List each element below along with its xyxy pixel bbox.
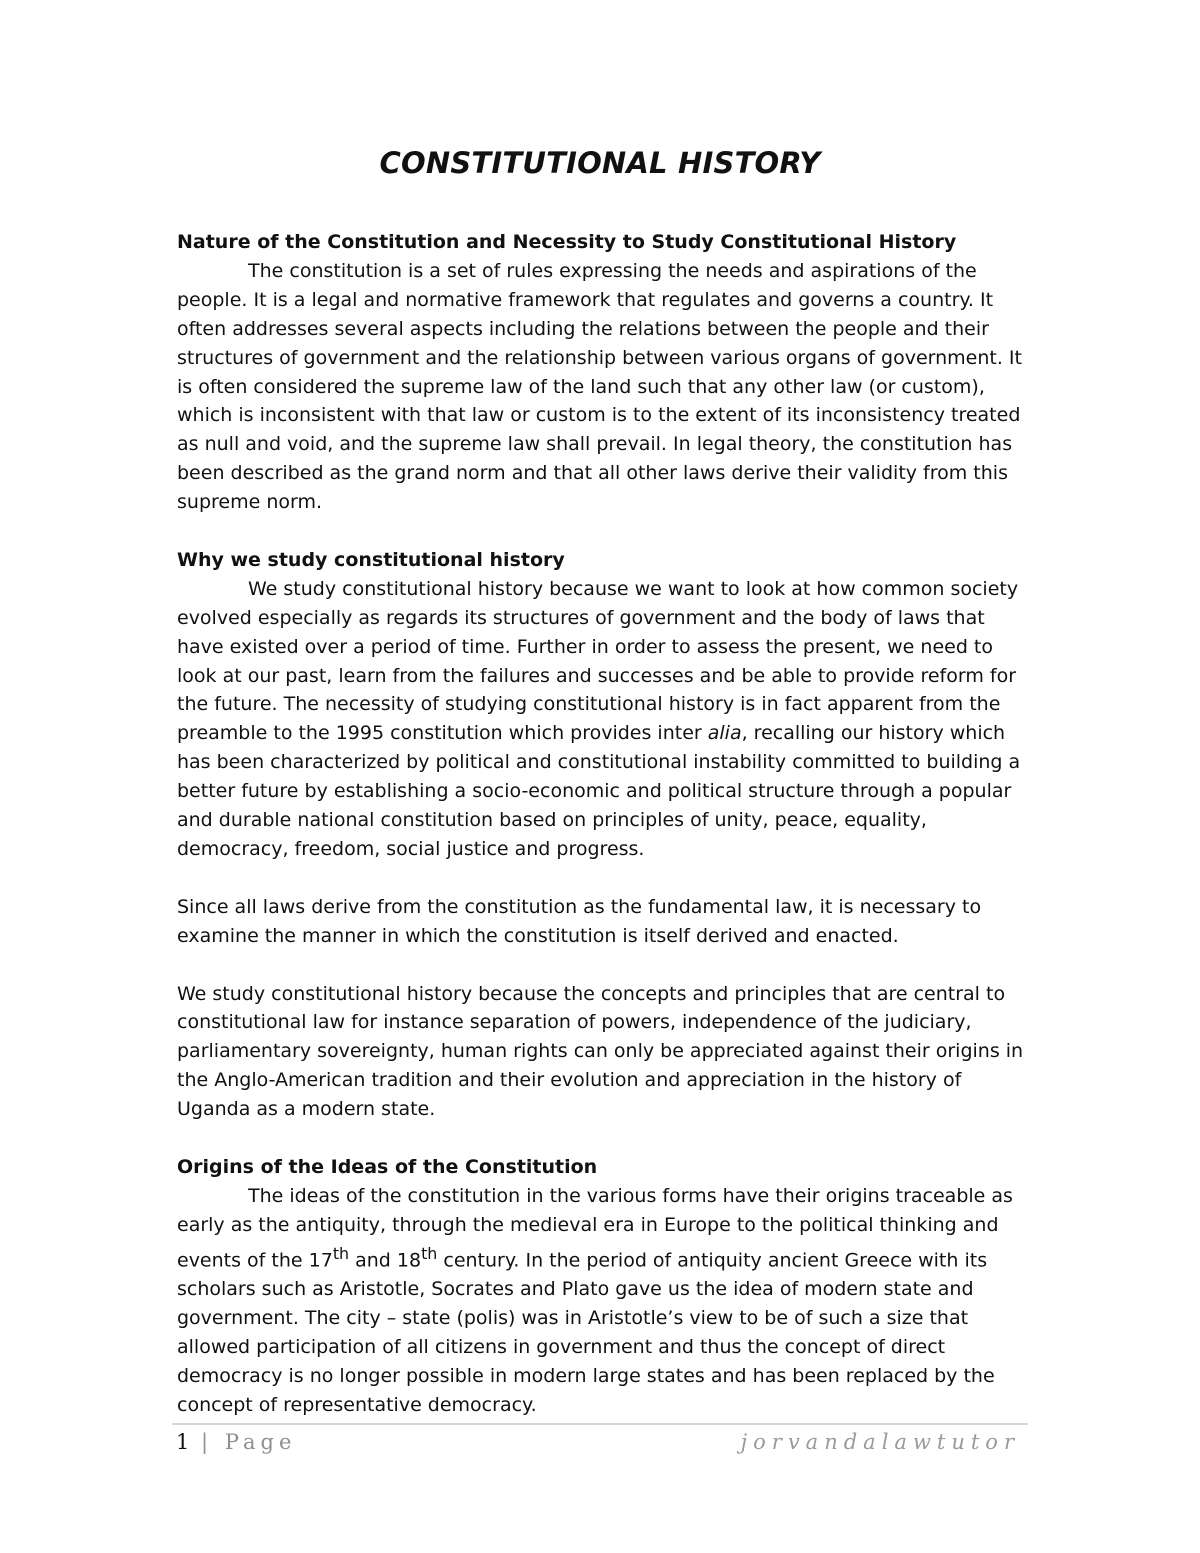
paragraph-spacer: [177, 864, 1027, 893]
document-body: [177, 228, 1027, 1419]
section-heading-origins: Origins of the Ideas of the Constitution: [177, 1155, 598, 1178]
footer-page-label: [176, 1430, 296, 1454]
footer-source: jorvandalawtutor: [740, 1430, 1020, 1454]
footer-divider: [172, 1423, 1028, 1425]
paragraph-spacer: [177, 517, 1027, 546]
superscript-th-1: th: [332, 1243, 350, 1263]
paragraph-why-1: [177, 575, 1027, 864]
section-heading-nature: Nature of the Constitution and Necessity to Study Constitutional History: [177, 231, 957, 253]
paragraph-nature: The constitution is a set of rules expressing the needs and aspirations of the people. It is a legal and normative framework that regulates and governs a country. It often addresses several aspects including the relations between the people and their structures of government and the relationship between various organs of government. It is often considered the supreme law of the land such that any other law (or custom), which is inconsistent with that law or custom is to the extent of its inconsistency treated as null and void, and the supreme law shall prevail. In legal theory, the constitution has been described as the grand norm and that all other laws derive their validity from this supreme norm.: [177, 259, 1022, 514]
superscript-th-2: th: [421, 1243, 438, 1263]
paragraph-origins: [177, 1182, 1027, 1420]
footer-page-number: 1: [176, 1430, 190, 1454]
paragraph-why-1-italic: alia: [707, 722, 742, 745]
footer-separator: |: [189, 1430, 225, 1454]
document-title: CONSTITUTIONAL HISTORY: [379, 146, 821, 180]
paragraph-why-1-part-b: , recalling our history which has been characterized by political and constitutional instability committed to building a better future by establishing a socio-economic and political structure through a popular and durable national constitution based on principles of unity, peace, equality, democracy, freedom, social justice and progress.: [177, 722, 1021, 861]
paragraph-why-2: Since all laws derive from the constitution as the fundamental law, it is necessary to examine the manner in which the constitution is itself derived and enacted.: [177, 895, 982, 947]
paragraph-origins-part-a: The ideas of the constitution in the various forms have their origins traceable as early as the antiquity, through the medieval era in Europe to the political thinking and events of the 17: [177, 1184, 1013, 1271]
section-heading-why: Why we study constitutional history: [177, 548, 565, 571]
paragraph-origins-part-c: century. In the period of antiquity ancient Greece with its scholars such as Aristotle, Socrates and Plato gave us the idea of modern state and government. The city – state (polis) was in Aristotle’s view to be of such a size that allowed participation of all citizens in government and thus the concept of direct democracy is no longer possible in modern large states and has been replaced by the concept of representative democracy.: [177, 1248, 995, 1416]
paragraph-origins-part-b: and 18: [349, 1248, 422, 1271]
paragraph-spacer: [177, 951, 1027, 980]
paragraph-spacer: [177, 1124, 1027, 1153]
paragraph-why-3: We study constitutional history because the concepts and principles that are central to constitutional law for instance separation of powers, independence of the judiciary, parliamentary sovereignty, human rights can only be appreciated against their origins in the Anglo-American tradition and their evolution and appreciation in the history of Uganda as a modern state.: [177, 982, 1024, 1121]
footer-page-word: Page: [224, 1430, 297, 1454]
paragraph-why-1-part-a: We study constitutional history because we want to look at how common society evolved especially as regards its structures of government and the body of laws that have existed over a period of time. Further in order to assess the present, we need to look at our past, learn from the failures and successes and be able to provide reform for the future. The necessity of studying constitutional history is in fact apparent from the preamble to the 1995 constitution which provides inter: [177, 577, 1019, 745]
